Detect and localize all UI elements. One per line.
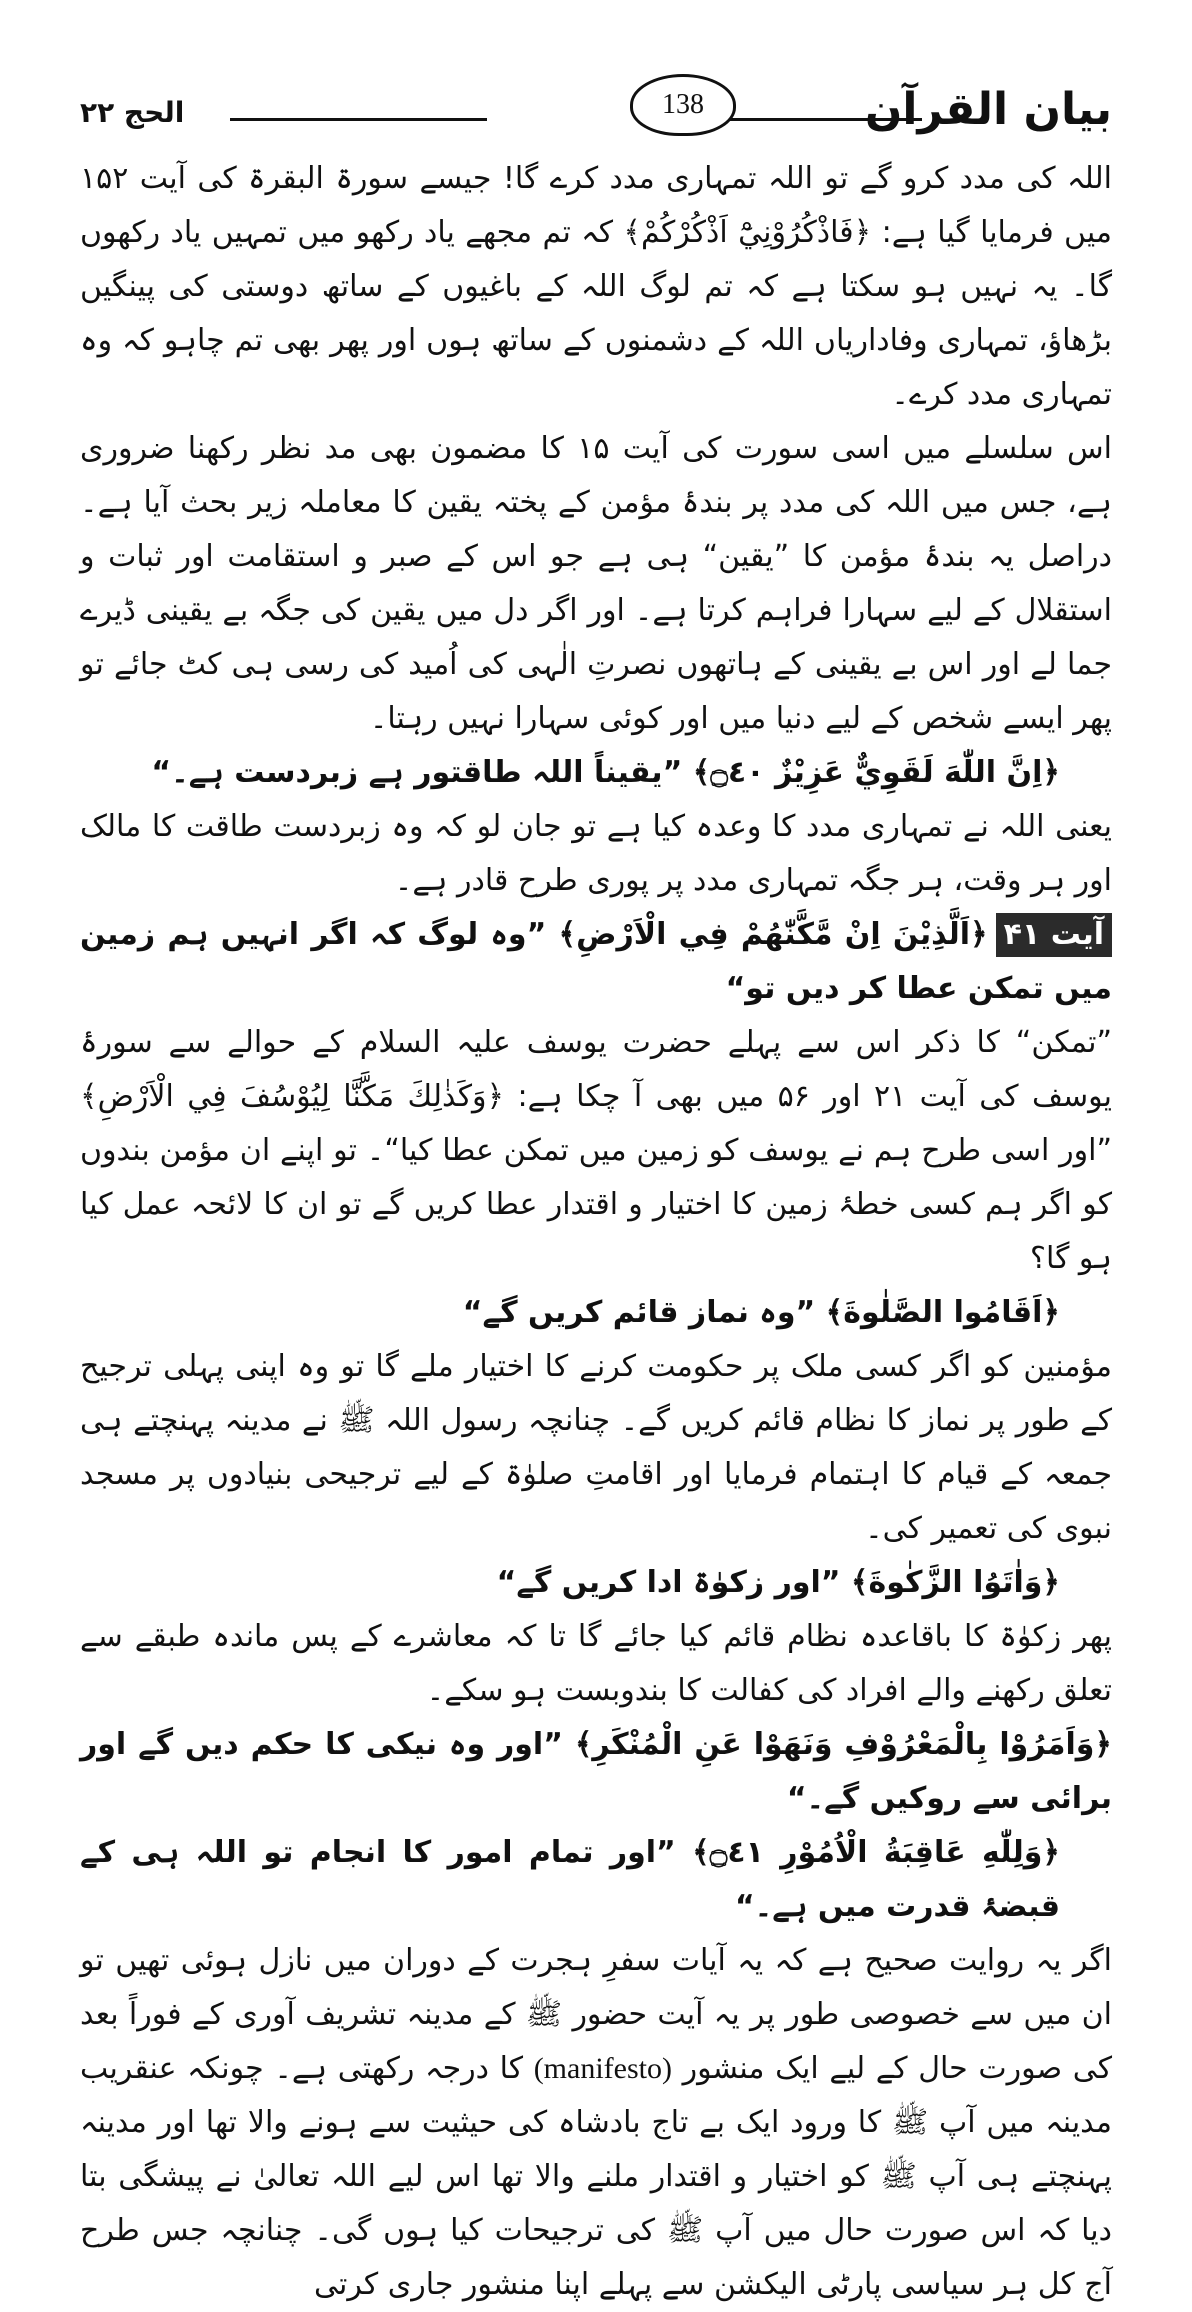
quran-maroof: ﴿وَاَمَرُوْا بِالْمَعْرُوْفِ وَنَهَوْا عَنِ الْمُنْكَرِ﴾ ”اور وہ نیکی کا حکم دیں گے اور برائی سے روکیں گے۔“ — [80, 1727, 1112, 1816]
quran-zakah: ﴿وَاٰتَوُا الزَّكٰوةَ﴾ ”اور زکوٰۃ ادا کریں گے“ — [496, 1565, 1060, 1600]
paragraph-1: اللہ کی مدد کرو گے تو اللہ تمہاری مدد کرے گا! جیسے سورۃ البقرۃ کی آیت ۱۵۲ میں فرمایا گیا ہے: ﴿فَاذْكُرُوْنِيْٓ اَذْكُرْكُمْ﴾ کہ تم مجھے یاد رکھو میں تمہیں یاد رکھوں گا۔ یہ نہیں ہو سکتا ہے کہ تم لوگ اللہ کے باغیوں کے ساتھ دوستی کی پینگیں بڑھاؤ، تمہاری وفاداریاں اللہ کے دشمنوں کے ساتھ ہوں اور پھر بھی تم چاہو کہ وہ تمہاری مدد کرے۔ — [80, 161, 1112, 412]
page-body — [80, 152, 1112, 2312]
quran-salah: ﴿اَقَامُوا الصَّلٰوةَ﴾ ”وہ نماز قائم کریں گے“ — [462, 1295, 1060, 1330]
book-title: بیان القرآن — [864, 84, 1112, 135]
verse-41-block — [80, 908, 1112, 1016]
header-rule-right — [705, 118, 922, 121]
paragraph-8: مؤمنین کو اگر کسی ملک پر حکومت کرنے کا اختیار ملے گا تو وہ اپنی پہلی ترجیح کے طور پر نماز کا نظام قائم کریں گے۔ چنانچہ رسول اللہ ﷺ نے مدینہ پہنچتے ہی جمعہ کے قیام کا اہتمام فرمایا اور اقامتِ صلوٰۃ کے لیے ترجیحی بنیادوں پر مسجد نبوی کی تعمیر کی۔ — [80, 1349, 1112, 1546]
surah-name: الحج ۲۲ — [80, 96, 185, 129]
paragraph-13 — [80, 1934, 1112, 2312]
paragraph-4: یعنی اللہ نے تمہاری مدد کا وعدہ کیا ہے تو جان لو کہ وہ زبردست طاقت کا مالک اور ہر وقت، ہر جگہ تمہاری مدد پر پوری طرح قادر ہے۔ — [80, 809, 1112, 898]
manifesto-word: (manifesto) — [533, 2052, 672, 2085]
page-header — [80, 70, 1112, 140]
header-rule-left — [230, 118, 487, 121]
quran-aaqibah: ﴿وَلِلّٰهِ عَاقِبَةُ الْاُمُوْرِ ۝٤١﴾ ”اور تمام امور کا انجام تو اللہ ہی کے قبضۂ قدرت میں ہے۔“ — [80, 1835, 1060, 1924]
paragraph-10: پھر زکوٰۃ کا باقاعدہ نظام قائم کیا جائے گا تا کہ معاشرے کے پس ماندہ طبقے سے تعلق رکھنے والے افراد کی کفالت کا بندوبست ہو سکے۔ — [80, 1619, 1112, 1708]
paragraph-13-part-a: اگر یہ روایت صحیح ہے کہ یہ آیات سفرِ ہجرت کے دوران میں نازل ہوئی تھیں تو ان میں سے خصوصی طور پر یہ آیت حضور ﷺ کے مدینہ تشریف آوری کے فوراً بعد کی صورت حال کے لیے ایک منشور — [80, 1943, 1112, 2086]
quran-verse-40: ﴿اِنَّ اللّٰهَ لَقَوِيٌّ عَزِيْزٌ ۝٤٠﴾ ”یقیناً اللہ طاقتور ہے زبردست ہے۔“ — [151, 755, 1060, 790]
paragraph-13-part-b: کا درجہ رکھتی ہے۔ چونکہ عنقریب مدینہ میں آپ ﷺ کا ورود ایک بے تاج بادشاہ کی حیثیت سے ہونے والا تھا اور مدینہ پہنچتے ہی آپ ﷺ کو اختیار و اقتدار ملنے والا تھا اس لیے اللہ تعالیٰ نے پیشگی بتا دیا کہ اس صورت حال میں آپ ﷺ کی ترجیحات کیا ہوں گی۔ چنانچہ جس طرح آج کل ہر سیاسی پارٹی الیکشن سے پہلے اپنا منشور جاری کرتی — [80, 2051, 1112, 2302]
paragraph-2: اس سلسلے میں اسی سورت کی آیت ۱۵ کا مضمون بھی مد نظر رکھنا ضروری ہے، جس میں اللہ کی مدد پر بندۂ مؤمن کے پختہ یقین کا معاملہ زیر بحث آیا ہے۔ دراصل یہ بندۂ مؤمن کا ”یقین“ ہی ہے جو اس کے صبر و استقامت اور ثبات و استقلال کے لیے سہارا فراہم کرتا ہے۔ اور اگر دل میں یقین کی جگہ بے یقینی ڈیرے جما لے اور اس بے یقینی کے ہاتھوں نصرتِ الٰہی کی اُمید کی رسی ہی کٹ جائے تو پھر ایسے شخص کے لیے دنیا میں اور کوئی سہارا نہیں رہتا۔ — [80, 431, 1112, 736]
paragraph-6: ”تمکن“ کا ذکر اس سے پہلے حضرت یوسف علیہ السلام کے حوالے سے سورۂ یوسف کی آیت ۲۱ اور ۵۶ میں بھی آ چکا ہے: ﴿وَكَذٰلِكَ مَكَّنَّا لِيُوْسُفَ فِي الْاَرْضِ﴾ ”اور اسی طرح ہم نے یوسف کو زمین میں تمکن عطا کیا“۔ تو اپنے ان مؤمن بندوں کو اگر ہم کسی خطۂ زمین کا اختیار و اقتدار عطا کریں گے تو ان کا لائحہ عمل کیا ہو گا؟ — [80, 1025, 1112, 1276]
ayah-number-tag: آیت ۴۱ — [996, 913, 1112, 957]
quran-verse-41: ﴿اَلَّذِيْنَ اِنْ مَّكَّنّٰهُمْ فِي الْاَرْضِ﴾ ”وہ لوگ کہ اگر انہیں ہم زمین میں تمکن عطا کر دیں تو“ — [80, 917, 1112, 1006]
page-number: 138 — [630, 74, 736, 136]
